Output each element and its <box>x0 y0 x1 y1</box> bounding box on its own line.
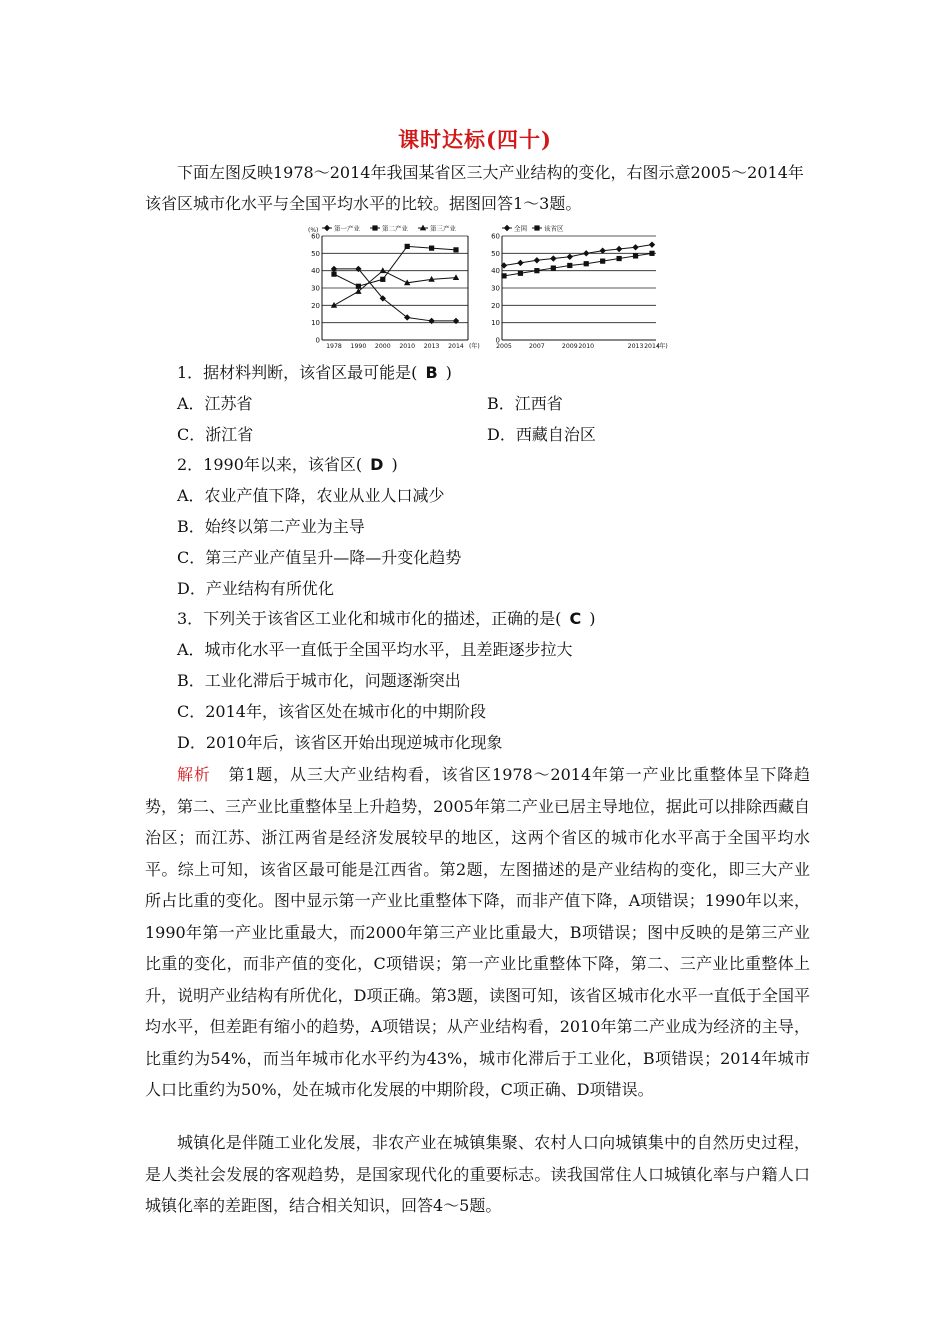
series-2-point <box>617 256 622 261</box>
option-3d: D．2010年后，该省区开始出现逆城市化现象 <box>177 733 503 752</box>
option-2b: B．始终以第二产业为主导 <box>177 517 365 536</box>
series-2-point <box>501 273 506 278</box>
option-3c: C．2014年，该省区处在城市化的中期阶段 <box>177 702 486 721</box>
series-1-point <box>517 260 523 266</box>
y-tick-label: 50 <box>311 249 320 258</box>
y-tick-label: 10 <box>311 319 320 328</box>
option-3b: B．工业化滞后于城市化，问题逐渐突出 <box>177 671 461 690</box>
option-1d: D．西藏自治区 <box>487 425 596 444</box>
series-2-point <box>534 268 539 273</box>
question-3-answer: C <box>569 609 582 628</box>
series-2-point <box>331 272 336 277</box>
x-tick-label: 2007 <box>529 343 545 350</box>
series-2-point <box>380 277 385 282</box>
x-tick-label: 2013 <box>423 343 440 350</box>
series-2-point <box>600 259 605 264</box>
y-tick-label: 40 <box>491 267 500 276</box>
series-2-point <box>584 261 589 266</box>
question-3: 3．下列关于该省区工业化和城市化的描述，正确的是( C ) <box>177 607 595 631</box>
y-tick-label: 10 <box>491 319 500 328</box>
series-1-point <box>567 254 573 260</box>
legend-label-2: 该省区 <box>544 224 564 233</box>
y-tick-label: 0 <box>495 336 500 345</box>
series-1-point <box>428 318 434 324</box>
series-line-1 <box>504 245 652 266</box>
x-tick-label: 2013 <box>627 343 644 350</box>
option-2c: C．第三产业产值呈升—降—升变化趋势 <box>177 548 462 567</box>
series-3-point <box>453 274 459 280</box>
series-1-point <box>632 244 638 250</box>
x-tick-label: 2010 <box>399 343 416 350</box>
y-tick-label: 20 <box>491 301 500 310</box>
series-1-point <box>616 246 622 252</box>
question-1-stem: 1．据材料判断，该省区最可能是( <box>177 363 418 382</box>
legend-sample-2-marker <box>372 225 377 230</box>
x-tick-label: 2000 <box>374 343 391 350</box>
x-tick-label: 1978 <box>326 343 342 350</box>
next-intro-paragraph: 城镇化是伴随工业化发展，非农产业在城镇集聚、农村人口向城镇集中的自然历史过程，是人类社会发展的客观趋势，是国家现代化的重要标志。读我国常住人口城镇化率与户籍人口城镇化率的差距图，结合相关知识，回答4～5题。 <box>145 1133 810 1215</box>
series-1-point <box>583 250 589 256</box>
question-1-answer: B <box>425 363 438 382</box>
legend-label-1: 全国 <box>514 224 527 233</box>
series-3-point <box>380 267 386 273</box>
series-1-point <box>534 257 540 263</box>
y-axis-label: (%) <box>308 227 319 234</box>
series-2-point <box>518 271 523 276</box>
legend-label-3: 第三产业 <box>430 224 456 233</box>
series-2-point <box>567 263 572 268</box>
x-axis-label: (年) <box>657 343 668 350</box>
y-tick-label: 20 <box>311 301 320 310</box>
y-tick-label: 40 <box>311 267 320 276</box>
question-2-stem: 2．1990年以来，该省区( <box>177 455 363 474</box>
x-tick-label: 2005 <box>496 343 512 350</box>
urbanization-chart <box>480 222 680 355</box>
y-tick-label: 60 <box>491 232 500 241</box>
legend-label-1: 第一产业 <box>334 224 360 233</box>
series-1-point <box>453 318 459 324</box>
option-2d: D．产业结构有所优化 <box>177 579 334 598</box>
legend-label-2: 第二产业 <box>382 224 408 233</box>
y-tick-label: 30 <box>491 284 500 293</box>
legend-sample-1-marker <box>504 225 510 231</box>
x-tick-label: 1990 <box>350 343 367 350</box>
option-1a: A．江苏省 <box>177 394 253 413</box>
series-line-2 <box>504 253 652 276</box>
option-1b: B．江西省 <box>487 394 563 413</box>
series-2-point <box>649 251 654 256</box>
x-tick-label: 2014 <box>448 343 464 350</box>
legend-sample-1-marker <box>324 225 330 231</box>
explanation-label: 解析 <box>177 765 211 784</box>
series-2-point <box>405 244 410 249</box>
series-1-point <box>331 266 337 272</box>
option-1c: C．浙江省 <box>177 425 254 444</box>
series-1-point <box>649 241 655 247</box>
series-2-point <box>551 265 556 270</box>
series-3-point <box>331 302 337 308</box>
series-2-point <box>633 253 638 258</box>
x-tick-label: 2010 <box>578 343 595 350</box>
question-2: 2．1990年以来，该省区( D ) <box>177 453 398 477</box>
page-title: 课时达标(四十) <box>398 127 552 152</box>
x-tick-label: 2014 <box>644 343 660 350</box>
y-tick-label: 60 <box>311 232 320 241</box>
question-1: 1．据材料判断，该省区最可能是( B ) <box>177 361 452 385</box>
industry-structure-chart <box>300 222 480 355</box>
y-tick-label: 50 <box>491 249 500 258</box>
intro-paragraph: 下面左图反映1978～2014年我国某省区三大产业结构的变化，右图示意2005～2014年该省区城市化水平与全国平均水平的比较。据图回答1～3题。 <box>145 163 804 213</box>
option-2a: A．农业产值下降，农业从业人口减少 <box>177 486 445 505</box>
x-tick-label: 2009 <box>561 343 578 350</box>
question-2-answer: D <box>370 455 384 474</box>
explanation <box>145 759 810 1106</box>
explanation-text: 第1题，从三大产业结构看，该省区1978～2014年第一产业比重整体呈下降趋势，第二、三产业比重整体呈上升趋势，2005年第二产业已居主导地位，据此可以排除西藏自治区；而江苏、浙江两省是经济发展较早的地区，这两个省区的城市化水平高于全国平均水平。综上可知，该省区最可能是江西省。第2题，左图描述的是产业结构的变化，即三大产业所占比重的变化。图中显示第一产业比重整体下降，而非产值下降，A项错误；1990年以来，1990年第一产业比重最大，而2000年第三产业比重最大，B项错误；图中反映的是第三产业比重的变化，而非产值的变化，C项错误；第一产业比重整体下降，第二、三产业比重整体上升，说明产业结构有所优化，D项正确。第3题，读图可知，该省区城市化水平一直低于全国平均水平，但差距有缩小的趋势，A项错误；从产业结构看，2010年第二产业成为经济的主导，比重约为54%，而当年城市化水平约为43%，城市化滞后于工业化，B项错误；2014年城市人口比重约为50%，处在城市化发展的中期阶段，C项正确、D项错误。 <box>145 765 810 1099</box>
y-tick-label: 30 <box>311 284 320 293</box>
series-1-point <box>550 255 556 261</box>
legend-sample-2-marker <box>534 225 539 230</box>
series-2-point <box>429 246 434 251</box>
x-axis-label: (年) <box>469 343 480 350</box>
option-3a: A．城市化水平一直低于全国平均水平，且差距逐步拉大 <box>177 640 573 659</box>
series-line-2 <box>334 246 456 286</box>
y-tick-label: 0 <box>315 336 320 345</box>
series-2-point <box>453 247 458 252</box>
question-3-stem: 3．下列关于该省区工业化和城市化的描述，正确的是( <box>177 609 562 628</box>
